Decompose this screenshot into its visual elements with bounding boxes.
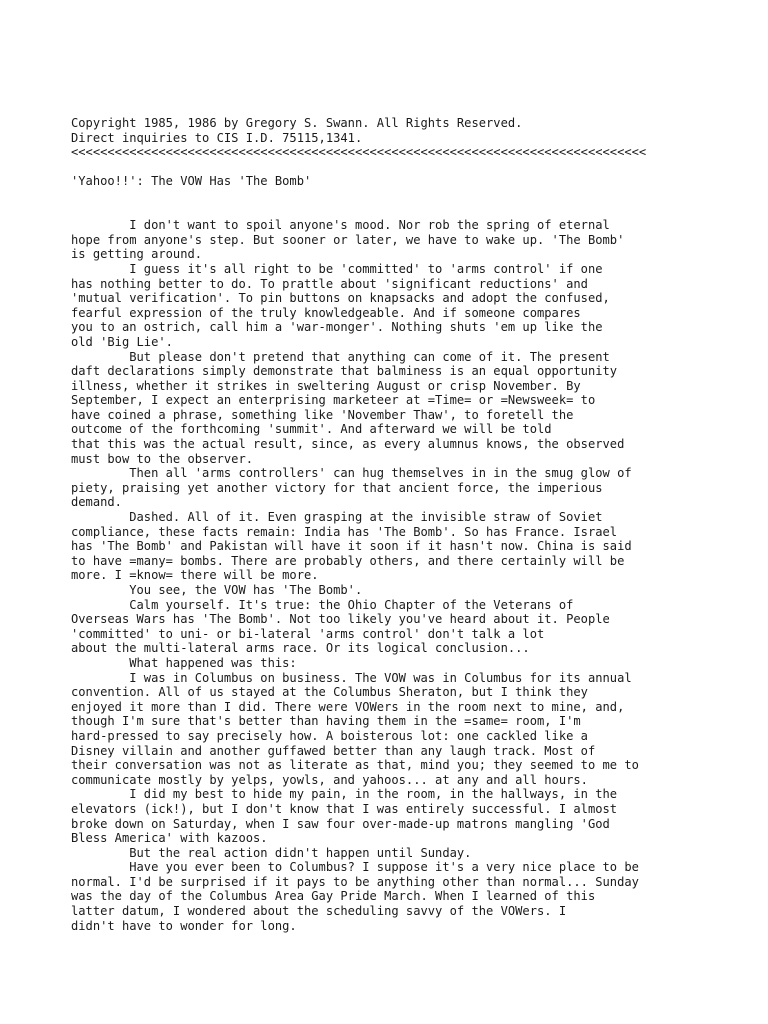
- text-line: I guess it's all right to be 'committed' to 'arms control' if one: [71, 261, 603, 276]
- text-line: What happened was this:: [71, 655, 297, 670]
- document-page: [71, 116, 751, 948]
- text-line: has 'The Bomb' and Pakistan will have it soon if it hasn't now. China is said: [71, 539, 632, 554]
- blank-line: [71, 189, 751, 204]
- text-line: I did my best to hide my pain, in the room, in the hallways, in the: [71, 787, 618, 802]
- article-title: 'Yahoo!!': The VOW Has 'The Bomb': [71, 174, 312, 189]
- text-line: was the day of the Columbus Area Gay Pride March. When I learned of this: [71, 889, 596, 904]
- text-line: more. I =know= there will be more.: [71, 568, 319, 583]
- text-line: latter datum, I wondered about the scheduling savvy of the VOWers. I: [71, 904, 567, 919]
- text-line: Overseas Wars has 'The Bomb'. Not too likely you've heard about it. People: [71, 612, 610, 627]
- text-line: though I'm sure that's better than having them in the =same= room, I'm: [71, 714, 581, 729]
- text-line: about the multi-lateral arms race. Or its logical conclusion...: [71, 641, 530, 656]
- text-line: compliance, these facts remain: India has 'The Bomb'. So has France. Israel: [71, 524, 618, 539]
- text-line: have coined a phrase, something like 'November Thaw', to foretell the: [71, 407, 574, 422]
- text-line: broke down on Saturday, when I saw four over-made-up matrons mangling 'God: [71, 816, 610, 831]
- inquiries-line: Direct inquiries to CIS I.D. 75115,1341.: [71, 130, 363, 145]
- separator-line: <<<<<<<<<<<<<<<<<<<<<<<<<<<<<<<<<<<<<<<<<<<<<<<<<<<<<<<<<<<<<<<<<<<<<<<<<<<<<<<: [71, 145, 647, 160]
- text-line: demand.: [71, 495, 122, 510]
- text-line: illness, whether it strikes in sweltering August or crisp November. By: [71, 378, 581, 393]
- text-line: Dashed. All of it. Even grasping at the invisible straw of Soviet: [71, 510, 603, 525]
- text-line: didn't have to wonder for long.: [71, 918, 297, 933]
- text-line: normal. I'd be surprised if it pays to be anything other than normal... Sunday: [71, 874, 639, 889]
- text-line: old 'Big Lie'.: [71, 334, 173, 349]
- text-line: is getting around.: [71, 247, 203, 262]
- text-line: Then all 'arms controllers' can hug themselves in in the smug glow of: [71, 466, 632, 481]
- blank-line: [71, 204, 751, 219]
- text-line: Bless America' with kazoos.: [71, 831, 268, 846]
- text-line: hard-pressed to say precisely how. A boisterous lot: one cackled like a: [71, 728, 588, 743]
- text-line: [71, 933, 751, 948]
- text-line: Have you ever been to Columbus? I suppose it's a very nice place to be: [71, 860, 639, 875]
- text-line: their conversation was not as literate as that, mind you; they seemed to me to: [71, 758, 639, 773]
- text-line: Calm yourself. It's true: the Ohio Chapter of the Veterans of: [71, 597, 574, 612]
- copyright-line: Copyright 1985, 1986 by Gregory S. Swann. All Rights Reserved.: [71, 116, 523, 130]
- text-line: has nothing better to do. To prattle about 'significant reductions' and: [71, 276, 588, 291]
- text-line: fearful expression of the truly knowledgeable. And if someone compares: [71, 305, 581, 320]
- text-line: But please don't pretend that anything can come of it. The present: [71, 349, 610, 364]
- text-line: 'committed' to uni- or bi-lateral 'arms control' don't talk a lot: [71, 626, 545, 641]
- text-line: Disney villain and another guffawed better than any laugh track. Most of: [71, 743, 596, 758]
- text-line: you to an ostrich, call him a 'war-monger'. Nothing shuts 'em up like the: [71, 320, 603, 335]
- text-line: But the real action didn't happen until Sunday.: [71, 845, 472, 860]
- text-line: communicate mostly by yelps, yowls, and yahoos... at any and all hours.: [71, 772, 588, 787]
- text-line: You see, the VOW has 'The Bomb'.: [71, 583, 363, 597]
- text-line: daft declarations simply demonstrate that balminess is an equal opportunity: [71, 364, 618, 379]
- text-line: elevators (ick!), but I don't know that I was entirely successful. I almost: [71, 801, 618, 816]
- text-line: 'mutual verification'. To pin buttons on knapsacks and adopt the confused,: [71, 291, 610, 306]
- text-line: enjoyed it more than I did. There were VOWers in the room next to mine, and,: [71, 699, 625, 714]
- text-line: September, I expect an enterprising marketeer at =Time= or =Newsweek= to: [71, 393, 596, 408]
- text-line: convention. All of us stayed at the Columbus Sheraton, but I think they: [71, 685, 588, 700]
- text-line: must bow to the observer.: [71, 451, 254, 466]
- text-line: I was in Columbus on business. The VOW was in Columbus for its annual: [71, 670, 632, 685]
- text-line: hope from anyone's step. But sooner or later, we have to wake up. 'The Bomb': [71, 232, 625, 247]
- text-line: that this was the actual result, since, as every alumnus knows, the observed: [71, 437, 625, 452]
- blank-line: [71, 160, 751, 175]
- text-line: piety, praising yet another victory for that ancient force, the imperious: [71, 480, 603, 495]
- text-line: outcome of the forthcoming 'summit'. And afterward we will be told: [71, 422, 552, 437]
- text-line: to have =many= bombs. There are probably others, and there certainly will be: [71, 553, 625, 568]
- text-line: I don't want to spoil anyone's mood. Nor rob the spring of eternal: [71, 218, 610, 233]
